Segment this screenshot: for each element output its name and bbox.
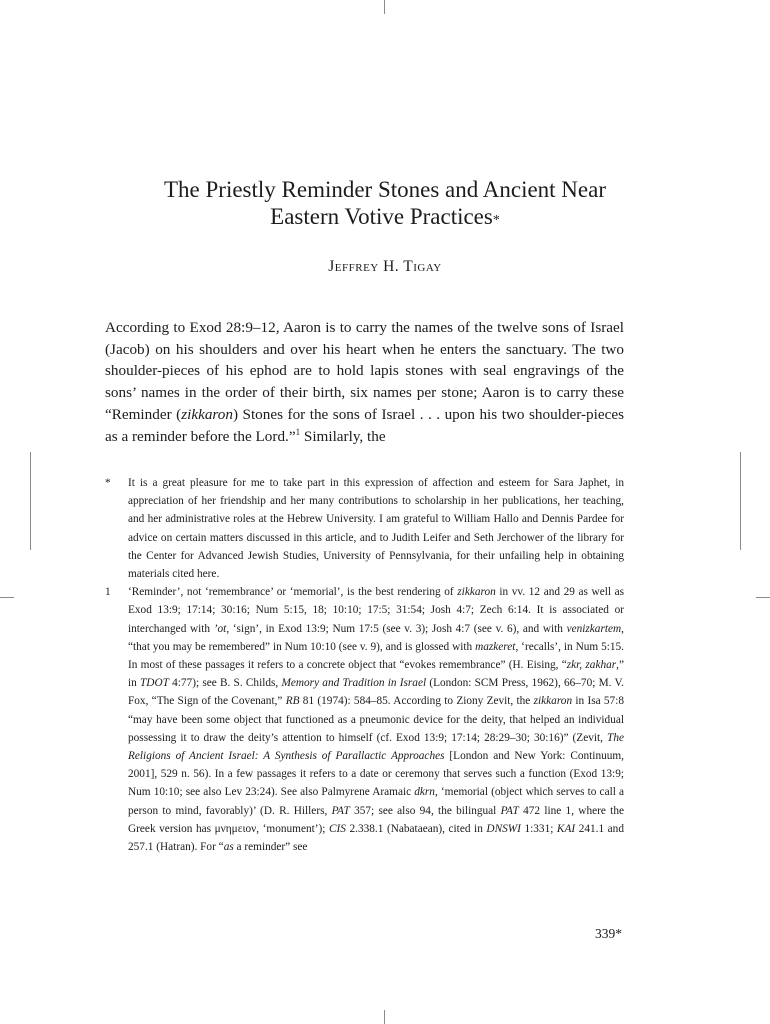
footnote-text <box>128 583 624 856</box>
footnote-italic: TDOT <box>140 677 169 690</box>
footnote-italic: ’ot <box>213 622 227 635</box>
footnote-mark: 1 <box>105 586 111 599</box>
footnote-italic: KAI <box>556 822 576 835</box>
footnote-star <box>105 474 624 583</box>
footnote-italic: Memory and Tradition in Israel <box>281 677 427 690</box>
body-text-part-2: ) Stones for the sons of Israel . . . upon his two shoulder-pieces as a reminder before the Lord.” <box>105 405 624 445</box>
footnote-italic: zikkaron <box>457 586 496 599</box>
crop-mark-bottom <box>384 1010 385 1024</box>
footnote-italic: mazkeret <box>475 640 516 653</box>
author-name: Jeffrey H. Tigay <box>328 258 442 275</box>
footnote-italic: as <box>223 841 234 854</box>
body-text-part-3: Similarly, the <box>300 427 386 445</box>
footnote-segment: 81 (1974): 584–85. According to Ziony Zevit, the <box>299 695 534 708</box>
footnote-segment: , “that you may be remembered” in Num 10:10 (see v. 9), and is glossed with <box>128 622 624 653</box>
crop-mark-left <box>0 597 14 598</box>
footnote-segment: in vv. 12 and 29 as well as Exod 13:9; 17:14; 30:16; Num 5:15, 18; 10:10; 17:5; 31:54; Josh 4:7; Zech 6:14. It is associated or interchanged with <box>128 586 625 635</box>
body-italic-term: zikkaron <box>181 405 233 423</box>
crop-mark-top <box>384 0 385 14</box>
footnote-text: It is a great pleasure for me to take part in this expression of affection and esteem for Sara Japhet, in appreciation of her friendship and her many contributions to scholarship in her publications, her teaching, and her administrative roles at the Hebrew University. I am grateful to William Hallo and Dennis Pardee for advice on certain matters discussed in this article, and to Judith Leifer and Seth Jerchower of the library for the Center for Advanced Jewish Studies, University of Pennsylvania, for their unfailing help in obtaining materials cited here. <box>128 477 624 581</box>
footnote-italic: The Religions of Ancient Israel: A Synthesis of Parallactic Approaches <box>128 731 624 763</box>
footnote-segment: , ‘memorial (object which serves to call a person to mind, favorably)’ (D. R. Hillers, <box>128 786 624 817</box>
footnote-italic: venizkartem <box>566 622 622 635</box>
footnote-segment: , ‘recalls’, in Num 5:15. In most of these passages it refers to a concrete object that “evokes remembrance” (H. Eising, “ <box>128 640 624 672</box>
footnote-italic: dkrn <box>414 786 435 799</box>
footnote-italic: zkr, zakhar <box>566 659 617 672</box>
footnote-italic: CIS <box>328 822 346 835</box>
crop-mark-right <box>756 597 770 598</box>
footnotes <box>105 474 624 856</box>
article-title <box>105 176 665 234</box>
footnote-segment: a reminder” see <box>233 841 308 854</box>
title-line-2: Eastern Votive Practices <box>270 204 493 229</box>
footnote-segment: ‘Reminder’, not ‘remembrance’ or ‘memorial’, is the best rendering of <box>128 586 458 599</box>
footnote-segment: 357; see also 94, the bilingual <box>349 804 501 817</box>
footnote-italic: DNSWI <box>486 822 521 835</box>
footnote-reference: 1 <box>295 426 301 437</box>
body-text-part-1: According to Exod 28:9–12, Aaron is to carry the names of the twelve sons of Israel (Jacob) on his shoulders and over his heart when he enters the sanctuary. The two shoulder-pieces of his ephod are to hold lapis stones with seal engravings of the sons’ names in the order of their birth, six names per stone; Aaron is to carry these “Reminder ( <box>105 319 624 423</box>
crop-mark-right-vertical <box>740 452 741 550</box>
body-paragraph <box>105 317 624 447</box>
footnote-segment: (London: SCM Press, 1962), 66–70; M. V. Fox, “The Sign of the Covenant,” <box>128 677 624 708</box>
footnote-segment: [London and New York: Continuum, 2001], 529 n. 56). In a few passages it refers to a date or ceremony that serves such a function (Exod 13:9; Num 10:10; see also Lev 23:24). See also Palmyrene Aramaic <box>128 750 624 799</box>
footnote-mark: * <box>105 477 111 489</box>
footnote-italic: zikkaron <box>533 695 573 708</box>
crop-mark-left-vertical <box>30 452 31 550</box>
footnote-segment: 472 line 1, where the Greek version has μνημειον, ‘monument’); <box>128 804 624 835</box>
footnote-italic: PAT <box>331 804 350 817</box>
footnote-segment: , ‘sign’, in Exod 13:9; Num 17:5 (see v. 3); Josh 4:7 (see v. 6), and with <box>226 622 567 635</box>
footnote-segment: 1:331; <box>520 822 557 835</box>
footnote-segment: in Isa 57:8 “may have been some object that functioned as a pneumonic device for the deity, that helped an individual possessing it to draw the deity’s attention to himself (cf. Exod 13:9; 17:14; 28:29–30; 30:16)” (Zevit, <box>128 695 624 744</box>
title-line-1: The Priestly Reminder Stones and Ancient Near <box>163 177 606 202</box>
footnote-segment: 4:77); see B. S. Childs, <box>168 677 282 690</box>
footnote-italic: RB <box>285 695 300 708</box>
footnote-segment: ,” in <box>128 659 624 690</box>
footnote-italic: PAT <box>500 804 519 817</box>
footnote-segment: 2.338.1 (Nabataean), cited in <box>345 822 487 835</box>
footnote-segment: 241.1 and 257.1 (Hatran). For “ <box>128 822 624 854</box>
footnote-1 <box>105 583 624 856</box>
page-number: 339* <box>595 926 622 941</box>
title-footnote-marker: * <box>492 213 500 228</box>
